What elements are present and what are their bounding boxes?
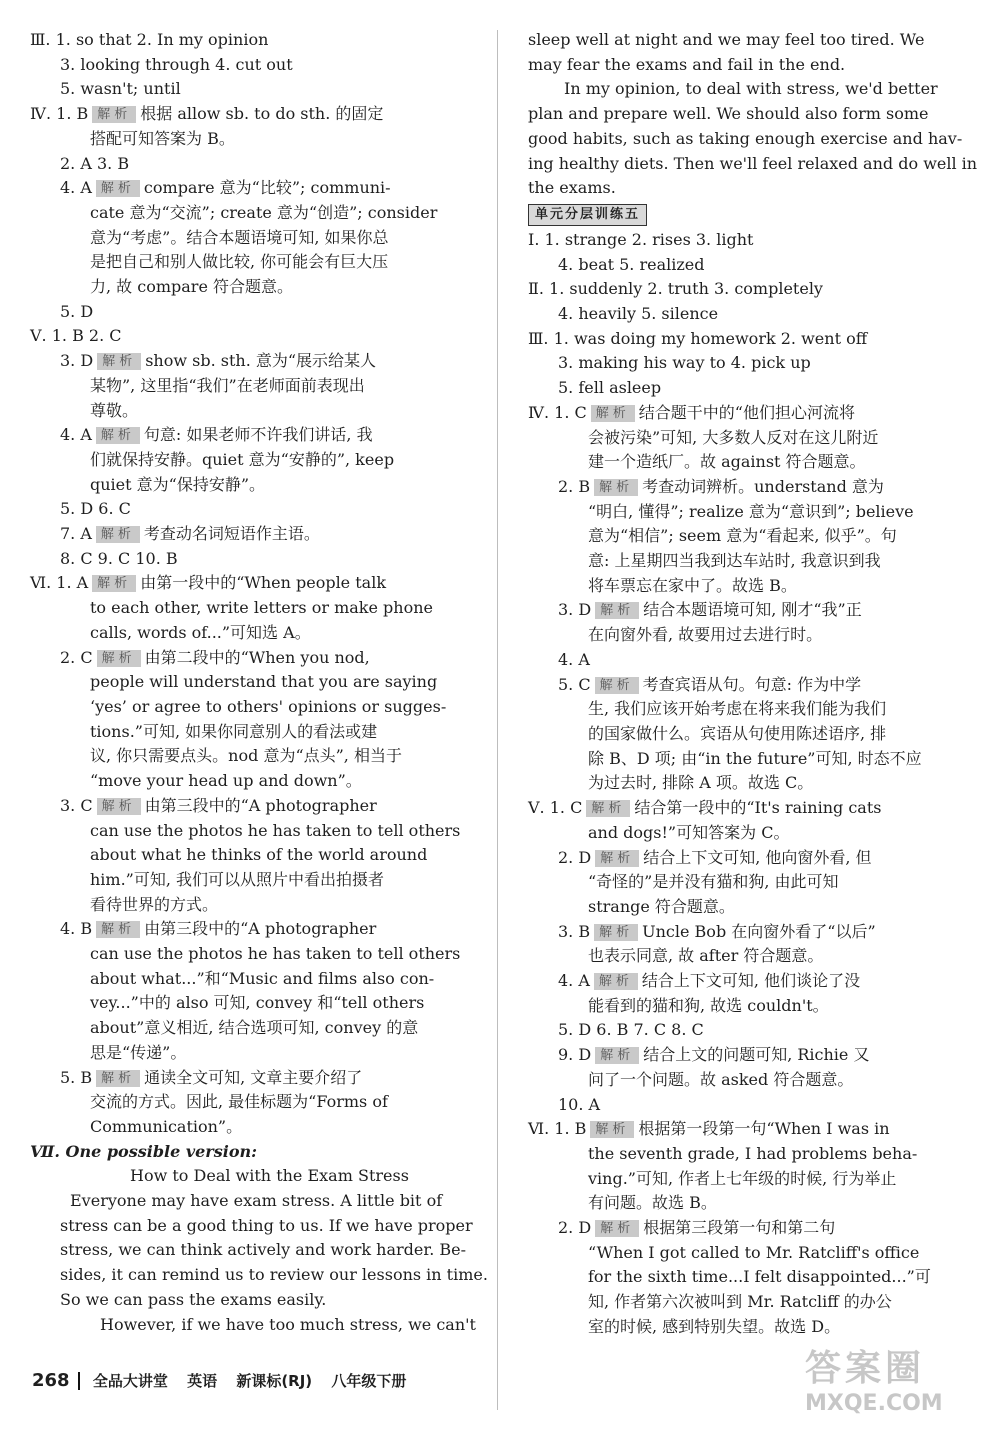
line-text: 尊敬。 bbox=[90, 400, 139, 420]
line-text: So we can pass the exams easily. bbox=[60, 1289, 327, 1309]
line-text: “move your head up and down”。 bbox=[90, 771, 362, 791]
line-text: 某物”, 这里指“我们”在老师面前表现出 bbox=[90, 375, 365, 395]
question-answer: Ⅳ. 1. B bbox=[30, 104, 89, 124]
explanation-text: Uncle Bob 在向窗外看了“以后” bbox=[642, 921, 876, 941]
text-line bbox=[30, 374, 480, 399]
question-answer: Ⅵ. 1. B bbox=[528, 1119, 587, 1139]
line-text: 知, 作者第六次被叫到 Mr. Ratcliff 的办公 bbox=[588, 1292, 892, 1312]
line-text: sleep well at night and we may feel too tired. We bbox=[528, 30, 925, 49]
section-heading: 单元分层训练五 bbox=[528, 204, 647, 226]
text-line bbox=[30, 1041, 480, 1066]
text-line bbox=[528, 895, 958, 920]
question-answer: 7. A bbox=[60, 524, 92, 544]
line-text: ing healthy diets. Then we'll feel relaxed and do well in bbox=[528, 153, 978, 173]
explanation-text: 结合上下文可知, 他们谈论了没 bbox=[641, 971, 861, 991]
explanation-text: 结合本题语境可知, 刚才“我”正 bbox=[643, 600, 862, 620]
line-text: 议, 你只需要点头。nod 意为“点头”, 相当于 bbox=[90, 746, 402, 766]
explanation-text: 由第三段中的“A photographer bbox=[144, 919, 377, 939]
text-line bbox=[528, 228, 958, 253]
explanation-tag: 解析 bbox=[96, 921, 140, 938]
line-text: 8. C 9. C 10. B bbox=[60, 548, 178, 568]
text-line bbox=[528, 426, 958, 451]
text-line bbox=[528, 994, 958, 1019]
text-line bbox=[30, 324, 480, 349]
text-line bbox=[528, 944, 958, 969]
line-text: 4. beat 5. realized bbox=[558, 254, 705, 274]
line-text: the exams. bbox=[528, 178, 616, 198]
text-line bbox=[30, 152, 480, 177]
explanation-text: 根据第三段第一句和第二句 bbox=[643, 1218, 836, 1238]
text-line bbox=[528, 53, 958, 78]
line-text: can use the photos he has taken to tell others bbox=[90, 944, 461, 964]
line-text: 思是“传递”。 bbox=[90, 1042, 187, 1062]
question-answer: 9. D bbox=[558, 1045, 592, 1065]
explanation-tag: 解析 bbox=[595, 677, 639, 694]
text-line bbox=[528, 598, 958, 623]
question-answer: 3. C bbox=[60, 795, 93, 815]
question-answer: 4. B bbox=[60, 919, 93, 939]
text-line bbox=[528, 1216, 958, 1241]
text-line bbox=[528, 574, 958, 599]
explanation-tag: 解析 bbox=[590, 1121, 634, 1138]
line-text: vey...”中的 also 可知, convey 和“tell others bbox=[90, 993, 425, 1013]
line-text: Everyone may have exam stress. A little bit of bbox=[70, 1191, 443, 1211]
text-line bbox=[30, 670, 480, 695]
explanation-tag: 解析 bbox=[594, 924, 638, 941]
line-text: 4. A bbox=[558, 649, 590, 669]
grade-label: 八年级下册 bbox=[331, 1372, 407, 1390]
line-text: 会被污染”可知, 大多数人反对在这儿附近 bbox=[588, 427, 879, 447]
column-divider bbox=[497, 30, 498, 1410]
explanation-text: 考查宾语从句。句意: 作为中学 bbox=[642, 674, 862, 694]
text-line bbox=[528, 28, 958, 53]
text-line bbox=[528, 524, 958, 549]
line-text: 4. heavily 5. silence bbox=[558, 304, 719, 324]
line-text: about what...”和“Music and films also con- bbox=[90, 968, 435, 988]
line-text: calls, words of...”可知选 A。 bbox=[90, 622, 311, 642]
text-line bbox=[30, 769, 480, 794]
text-line bbox=[528, 127, 963, 152]
line-text: ‘yes’ or agree to others' opinions or sugges- bbox=[90, 696, 447, 716]
text-line bbox=[30, 349, 480, 374]
text-line bbox=[30, 744, 480, 769]
line-text: can use the photos he has taken to tell others bbox=[90, 820, 461, 840]
explanation-text: 由第一段中的“When people talk bbox=[140, 573, 387, 593]
text-line bbox=[528, 796, 958, 821]
line-text: 将车票忘在家中了。故选 B。 bbox=[588, 575, 797, 595]
edition-label: 新课标(RJ) bbox=[236, 1372, 313, 1390]
line-text: 10. A bbox=[558, 1094, 601, 1114]
subject-label: 英语 bbox=[187, 1372, 218, 1390]
text-line bbox=[30, 868, 480, 893]
text-line bbox=[528, 1167, 958, 1192]
text-line bbox=[30, 1189, 480, 1214]
line-text: and dogs!”可知答案为 C。 bbox=[588, 822, 790, 842]
question-answer: Ⅵ. 1. A bbox=[30, 573, 89, 593]
text-line bbox=[528, 302, 958, 327]
line-text: However, if we have too much stress, we can't bbox=[100, 1314, 476, 1334]
page-number: 268 bbox=[32, 1370, 70, 1391]
text-line bbox=[30, 695, 480, 720]
footer-divider bbox=[78, 1372, 80, 1390]
page-footer bbox=[32, 1370, 420, 1391]
line-text: 在向窗外看, 故要用过去进行时。 bbox=[588, 625, 823, 645]
text-line bbox=[30, 53, 480, 78]
text-line bbox=[528, 450, 958, 475]
line-text: 2. A 3. B bbox=[60, 153, 130, 173]
line-text: to each other, write letters or make phone bbox=[90, 598, 433, 618]
line-text: 意: 上星期四当我到达车站时, 我意识到我 bbox=[588, 551, 881, 571]
line-text: strange 符合题意。 bbox=[588, 896, 735, 916]
text-line bbox=[528, 1117, 958, 1142]
text-line bbox=[30, 843, 480, 868]
explanation-tag: 解析 bbox=[96, 1070, 140, 1087]
watermark-logo-text: 答案圈 bbox=[805, 1348, 926, 1389]
explanation-text: compare 意为“比较”; communi- bbox=[143, 178, 391, 198]
question-answer: 5. C bbox=[558, 674, 591, 694]
explanation-text: 结合上下文可知, 他向窗外看, 但 bbox=[643, 847, 872, 867]
text-line bbox=[30, 250, 480, 275]
text-line bbox=[30, 720, 480, 745]
line-text: may fear the exams and fail in the end. bbox=[528, 54, 846, 74]
question-answer: Ⅴ. 1. C bbox=[528, 798, 583, 818]
text-line bbox=[30, 497, 480, 522]
text-line bbox=[30, 571, 480, 596]
explanation-tag: 解析 bbox=[96, 427, 140, 444]
text-line bbox=[30, 201, 480, 226]
line-text: stress can be a good thing to us. If we have proper bbox=[60, 1215, 473, 1235]
text-line bbox=[528, 102, 958, 127]
text-line bbox=[30, 102, 480, 127]
site-watermark bbox=[805, 1340, 980, 1420]
text-line bbox=[30, 1214, 480, 1239]
text-line bbox=[528, 623, 958, 648]
text-line bbox=[528, 152, 978, 177]
explanation-tag: 解析 bbox=[96, 526, 140, 543]
explanation-text: 考查动名词短语作主语。 bbox=[143, 524, 320, 544]
text-line bbox=[528, 1142, 958, 1167]
text-line bbox=[528, 722, 958, 747]
question-answer: 4. A bbox=[60, 178, 92, 198]
text-line bbox=[30, 942, 480, 967]
book-title: 全品大讲堂 bbox=[92, 1372, 168, 1390]
text-line bbox=[30, 1164, 480, 1189]
text-line bbox=[30, 967, 480, 992]
explanation-text: 结合上文的问题可知, Richie 又 bbox=[643, 1045, 870, 1065]
line-text: stress, we can think actively and work harder. Be- bbox=[60, 1240, 467, 1260]
text-line bbox=[528, 920, 958, 945]
text-line bbox=[30, 1016, 480, 1041]
text-line bbox=[30, 621, 480, 646]
explanation-tag: 解析 bbox=[92, 106, 136, 123]
line-text: Ⅲ. 1. so that 2. In my opinion bbox=[30, 30, 269, 49]
text-line bbox=[528, 846, 958, 871]
text-line bbox=[30, 275, 480, 300]
explanation-text: 根据 allow sb. to do sth. 的固定 bbox=[140, 104, 384, 124]
line-text: Ⅴ. 1. B 2. C bbox=[30, 326, 122, 346]
explanation-text: 根据第一段第一句“When I was in bbox=[638, 1119, 890, 1139]
line-text: 意为“相信”; seem 意为“看起来, 似乎”。句 bbox=[588, 526, 897, 546]
line-text: “奇怪的”是并没有猫和狗, 由此可知 bbox=[588, 872, 839, 892]
explanation-text: 结合第一段中的“It's raining cats bbox=[634, 798, 882, 818]
line-text: 有问题。故选 B。 bbox=[588, 1193, 717, 1213]
line-text: about”意义相近, 结合选项可知, convey 的意 bbox=[90, 1018, 419, 1038]
line-text: Ⅱ. 1. suddenly 2. truth 3. completely bbox=[528, 279, 823, 299]
line-text: 5. fell asleep bbox=[558, 378, 662, 398]
line-text: 意为“考虑”。结合本题语境可知, 如果你总 bbox=[90, 227, 389, 247]
text-line bbox=[30, 1238, 480, 1263]
question-answer: 4. A bbox=[558, 971, 590, 991]
text-line bbox=[30, 1313, 480, 1338]
text-line bbox=[30, 596, 480, 621]
line-text: 5. wasn't; until bbox=[60, 79, 181, 99]
line-text: How to Deal with the Exam Stress bbox=[130, 1166, 409, 1186]
text-line bbox=[528, 870, 958, 895]
text-line bbox=[528, 969, 958, 994]
line-text: 5. D 6. C bbox=[60, 499, 131, 519]
line-text: Communication”。 bbox=[90, 1116, 243, 1136]
text-line bbox=[528, 201, 958, 228]
line-text: 搭配可知答案为 B。 bbox=[90, 128, 235, 148]
explanation-tag: 解析 bbox=[96, 180, 140, 197]
text-line bbox=[528, 176, 958, 201]
line-text: “When I got called to Mr. Ratcliff's office bbox=[588, 1242, 920, 1262]
line-text: 3. looking through 4. cut out bbox=[60, 54, 293, 74]
text-line bbox=[30, 819, 480, 844]
text-line bbox=[528, 673, 958, 698]
line-text: 除 B、D 项; 由“in the future”可知, 时态不应 bbox=[588, 748, 922, 768]
text-line bbox=[528, 500, 958, 525]
explanation-tag: 解析 bbox=[594, 479, 638, 496]
text-line bbox=[528, 253, 958, 278]
explanation-text: 由第二段中的“When you nod, bbox=[144, 647, 370, 667]
text-line bbox=[30, 473, 480, 498]
explanation-text: 通读全文可知, 文章主要介绍了 bbox=[144, 1067, 363, 1087]
text-line bbox=[30, 1288, 480, 1313]
explanation-tag: 解析 bbox=[595, 1047, 639, 1064]
text-line bbox=[528, 549, 958, 574]
line-text: Ⅲ. 1. was doing my homework 2. went off bbox=[528, 328, 868, 348]
text-line bbox=[528, 821, 958, 846]
text-line bbox=[30, 1140, 480, 1165]
text-line bbox=[30, 1066, 480, 1091]
text-line bbox=[528, 1018, 958, 1043]
text-line bbox=[30, 547, 480, 572]
line-text: 力, 故 compare 符合题意。 bbox=[90, 277, 294, 297]
text-line bbox=[528, 1191, 958, 1216]
text-line bbox=[528, 327, 958, 352]
text-line bbox=[528, 475, 958, 500]
explanation-tag: 解析 bbox=[586, 800, 630, 817]
watermark-url: MXQE.COM bbox=[805, 1391, 943, 1416]
text-line bbox=[30, 226, 480, 251]
text-line bbox=[528, 771, 958, 796]
line-text: 们就保持安静。quiet 意为“安静的”, keep bbox=[90, 449, 395, 469]
line-text: about what he thinks of the world around bbox=[90, 845, 428, 865]
text-line bbox=[528, 77, 958, 102]
line-text: 交流的方式。因此, 最佳标题为“Forms of bbox=[90, 1092, 388, 1112]
text-line bbox=[528, 1290, 958, 1315]
question-answer: 3. B bbox=[558, 921, 591, 941]
line-text: plan and prepare well. We should also form some bbox=[528, 104, 929, 124]
question-answer: 2. D bbox=[558, 847, 592, 867]
question-answer: 3. D bbox=[558, 600, 592, 620]
line-text: the seventh grade, I had problems beha- bbox=[588, 1143, 918, 1163]
text-line bbox=[30, 646, 480, 671]
text-line bbox=[528, 697, 958, 722]
text-line bbox=[30, 1115, 480, 1140]
line-text: 看待世界的方式。 bbox=[90, 894, 219, 914]
explanation-tag: 解析 bbox=[97, 650, 141, 667]
text-line bbox=[30, 28, 480, 53]
line-text: sides, it can remind us to review our lessons in time. bbox=[60, 1265, 488, 1285]
explanation-tag: 解析 bbox=[595, 602, 639, 619]
text-line bbox=[528, 1241, 958, 1266]
line-text: quiet 意为“保持安静”。 bbox=[90, 474, 266, 494]
line-text: 5. D 6. B 7. C 8. C bbox=[558, 1020, 704, 1040]
line-text: ving.”可知, 作者上七年级的时候, 行为举止 bbox=[588, 1168, 897, 1188]
line-text: 生, 我们应该开始考虑在将来我们能为我们 bbox=[588, 699, 887, 719]
line-text: 是把自己和别人做比较, 你可能会有巨大压 bbox=[90, 252, 389, 272]
question-answer: Ⅳ. 1. C bbox=[528, 402, 587, 422]
line-text: Ⅶ. One possible version: bbox=[30, 1141, 258, 1161]
line-text: people will understand that you are saying bbox=[90, 672, 438, 692]
line-text: 5. D bbox=[60, 301, 94, 321]
text-line bbox=[30, 522, 480, 547]
text-line bbox=[30, 300, 480, 325]
text-line bbox=[528, 747, 958, 772]
line-text: cate 意为“交流”; create 意为“创造”; consider bbox=[90, 202, 438, 222]
line-text: good habits, such as taking enough exercise and hav- bbox=[528, 128, 963, 148]
text-line bbox=[528, 277, 958, 302]
explanation-tag: 解析 bbox=[595, 1220, 639, 1237]
text-line bbox=[30, 917, 480, 942]
text-line bbox=[30, 794, 480, 819]
text-line bbox=[30, 399, 480, 424]
text-line bbox=[528, 351, 958, 376]
explanation-text: 句意: 如果老师不许我们讲话, 我 bbox=[143, 425, 373, 445]
text-line bbox=[30, 1263, 488, 1288]
line-text: In my opinion, to deal with stress, we'd better bbox=[564, 79, 938, 99]
question-answer: 2. D bbox=[558, 1218, 592, 1238]
question-answer: 5. B bbox=[60, 1067, 93, 1087]
question-answer: 3. D bbox=[60, 351, 94, 371]
line-text: 建一个造纸厂。故 against 符合题意。 bbox=[588, 452, 866, 472]
text-line bbox=[30, 1090, 480, 1115]
text-line bbox=[528, 1043, 958, 1068]
question-answer: 2. C bbox=[60, 647, 93, 667]
question-answer: 4. A bbox=[60, 425, 92, 445]
text-line bbox=[528, 648, 958, 673]
explanation-tag: 解析 bbox=[92, 575, 136, 592]
text-line bbox=[30, 991, 480, 1016]
explanation-text: show sb. sth. 意为“展示给某人 bbox=[145, 351, 377, 371]
explanation-tag: 解析 bbox=[591, 405, 635, 422]
text-line bbox=[528, 1068, 958, 1093]
explanation-text: 结合题干中的“他们担心河流将 bbox=[638, 402, 855, 422]
text-line bbox=[30, 423, 480, 448]
explanation-tag: 解析 bbox=[594, 973, 638, 990]
line-text: him.”可知, 我们可以从照片中看出拍摄者 bbox=[90, 869, 385, 889]
text-line bbox=[30, 893, 480, 918]
line-text: 的国家做什么。宾语从句使用陈述语序, 排 bbox=[588, 723, 887, 743]
text-line bbox=[528, 1093, 958, 1118]
line-text: 问了一个问题。故 asked 符合题意。 bbox=[588, 1069, 854, 1089]
text-line bbox=[30, 77, 480, 102]
line-text: 也表示同意, 故 after 符合题意。 bbox=[588, 946, 824, 966]
text-line bbox=[528, 376, 958, 401]
explanation-text: 考查动词辨析。understand 意为 bbox=[642, 476, 884, 496]
line-text: “明白, 懂得”; realize 意为“意识到”; believe bbox=[588, 501, 914, 521]
left-column bbox=[30, 28, 488, 1337]
text-line bbox=[528, 401, 958, 426]
text-line bbox=[528, 1265, 958, 1290]
explanation-tag: 解析 bbox=[97, 798, 141, 815]
line-text: 为过去时, 排除 A 项。故选 C。 bbox=[588, 773, 814, 793]
text-line bbox=[30, 176, 480, 201]
text-line bbox=[528, 1315, 958, 1340]
line-text: 3. making his way to 4. pick up bbox=[558, 353, 811, 373]
question-answer: 2. B bbox=[558, 476, 591, 496]
explanation-tag: 解析 bbox=[97, 353, 141, 370]
text-line bbox=[30, 448, 480, 473]
explanation-tag: 解析 bbox=[595, 850, 639, 867]
text-line bbox=[30, 127, 480, 152]
line-text: Ⅰ. 1. strange 2. rises 3. light bbox=[528, 229, 754, 249]
explanation-text: 由第三段中的“A photographer bbox=[144, 795, 377, 815]
line-text: for the sixth time...I felt disappointed...”可 bbox=[588, 1267, 931, 1287]
line-text: 室的时候, 感到特别失望。故选 D。 bbox=[588, 1316, 841, 1336]
line-text: 能看到的猫和狗, 故选 couldn't。 bbox=[588, 995, 829, 1015]
right-column bbox=[528, 28, 978, 1340]
line-text: tions.”可知, 如果你同意别人的看法或建 bbox=[90, 721, 378, 741]
